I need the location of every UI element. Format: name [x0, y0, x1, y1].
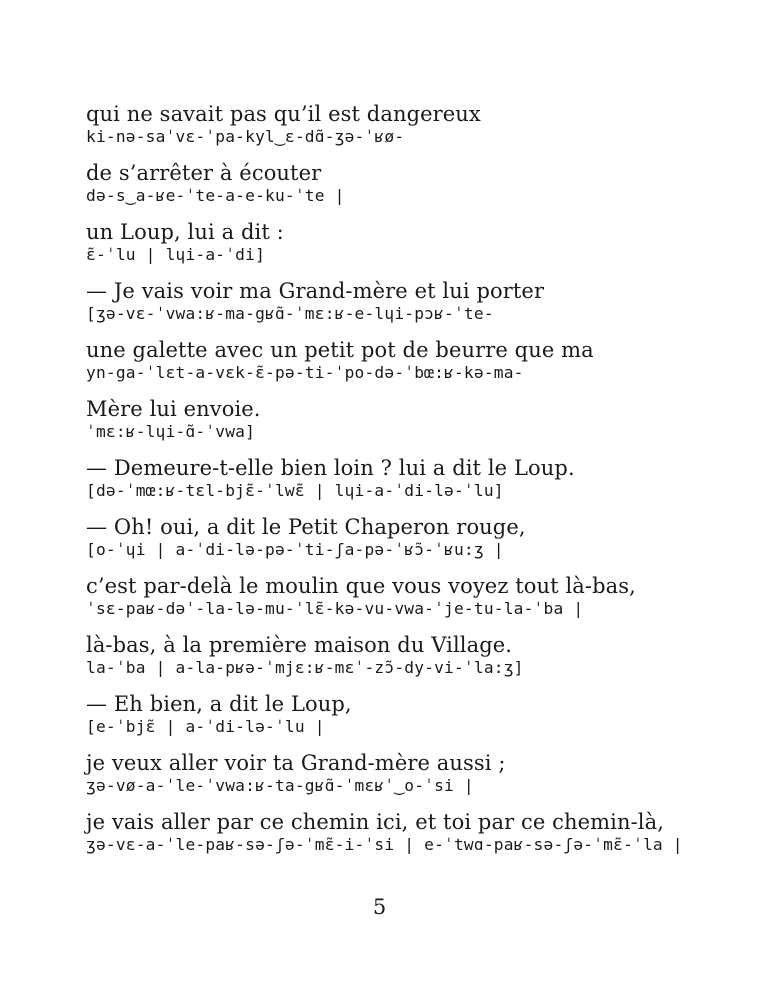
- ipa-transcription: ʒə-vɛ-a-ˈle-paʁ-sə-ʃə-ˈmɛ̃-i-ˈsi | e-ˈtwɑ-paʁ-sə-ʃə-ˈmɛ̃-ˈla |: [86, 835, 683, 854]
- verse-line: c’est par-delà le moulin que vous voyez tout là-bas,: [86, 574, 636, 598]
- ipa-transcription: ɛ̃-ˈlu | lɥi-a-ˈdi]: [86, 245, 266, 264]
- ipa-transcription: də-s‿a-ʁe-ˈte-a-e-ku-ˈte |: [86, 186, 345, 205]
- verse-block: [86, 807, 686, 866]
- ipa-transcription: [ʒə-vɛ-ˈvwa:ʁ-ma-gʁɑ̃-ˈmɛ:ʁ-e-lɥi-pɔʁ-ˈte-: [86, 304, 494, 323]
- verse-line: — Oh! oui, a dit le Petit Chaperon rouge,: [86, 515, 526, 539]
- verse-line: une galette avec un petit pot de beurre que ma: [86, 338, 594, 362]
- verse-line: de s’arrêter à écouter: [86, 161, 322, 185]
- ipa-transcription: la-ˈba | a-la-pʁə-ˈmjɛ:ʁ-mɛˈ-zɔ̃-dy-vi-ˈla:ʒ]: [86, 658, 524, 677]
- verse-block: [86, 689, 686, 748]
- verse-line: Mère lui envoie.: [86, 397, 261, 421]
- verse-block: [86, 335, 686, 394]
- verse-line: je vais aller par ce chemin ici, et toi par ce chemin-là,: [86, 810, 665, 834]
- ipa-transcription: [də-ˈmœ:ʁ-tɛl-bjɛ̃-ˈlwɛ̃ | lɥi-a-ˈdi-lə-ˈlu]: [86, 481, 504, 500]
- verse-line: un Loup, lui a dit :: [86, 220, 284, 244]
- verse-block: [86, 748, 686, 807]
- verse-line: là-bas, à la première maison du Village.: [86, 633, 513, 657]
- ipa-transcription: yn-ga-ˈlɛt-a-vɛk-ɛ̃-pə-ti-ˈpo-də-ˈbœ:ʁ-kə-ma-: [86, 363, 524, 382]
- verse-line: — Demeure-t-elle bien loin ? lui a dit le Loup.: [86, 456, 575, 480]
- verse-block: [86, 217, 686, 276]
- ipa-transcription: ki-nə-saˈvɛ-ˈpa-kyl‿ɛ-dɑ̃-ʒə-ˈʁø-: [86, 127, 405, 146]
- verse-line: qui ne savait pas qu’il est dangereux: [86, 102, 481, 126]
- page-number: 5: [372, 895, 387, 919]
- verse-block: [86, 158, 686, 217]
- verse-block: [86, 276, 686, 335]
- poem-page: [86, 99, 686, 866]
- verse-line: je veux aller voir ta Grand-mère aussi ;: [86, 751, 506, 775]
- ipa-transcription: ˈmɛ:ʁ-lɥi-ɑ̃-ˈvwa]: [86, 422, 256, 441]
- verse-block: [86, 512, 686, 571]
- ipa-transcription: [e-ˈbjɛ̃ | a-ˈdi-lə-ˈlu |: [86, 717, 325, 736]
- verse-block: [86, 394, 686, 453]
- verse-block: [86, 99, 686, 158]
- verse-block: [86, 453, 686, 512]
- verse-block: [86, 630, 686, 689]
- verse-block: [86, 571, 686, 630]
- verse-line: — Je vais voir ma Grand-mère et lui porter: [86, 279, 545, 303]
- ipa-transcription: [o-ˈɥi | a-ˈdi-lə-pə-ˈti-ʃa-pə-ˈʁɔ̃-ˈʁu:ʒ |: [86, 540, 504, 559]
- ipa-transcription: ˈsɛ-paʁ-dəˈ-la-lə-mu-ˈlɛ̃-kə-vu-vwa-ˈje-tu-la-ˈba |: [86, 599, 584, 618]
- verse-line: — Eh bien, a dit le Loup,: [86, 692, 352, 716]
- ipa-transcription: ʒə-vø-a-ˈle-ˈvwa:ʁ-ta-gʁɑ̃-ˈmɛʁˈ‿o-ˈsi |: [86, 776, 474, 795]
